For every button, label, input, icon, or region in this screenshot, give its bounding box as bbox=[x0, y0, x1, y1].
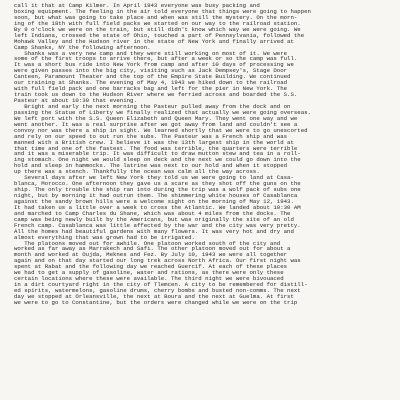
text-line: we had to get a supply of gasoline, water and rations, as there were only these bbox=[14, 269, 284, 277]
text-line: and it was a miserable trip. It was difficult to draw mutton stew and tea in a roll- bbox=[14, 150, 301, 158]
text-line: certain locations where these were available. The third night we were bivouaced bbox=[14, 275, 284, 283]
typed-text-body bbox=[14, 3, 389, 306]
text-line: boxing equipment. The feeling in the air told everyone that things were going to happen bbox=[14, 7, 311, 15]
text-line: and marched to Camp Charles du Shane, which was about 4 miles from the docks. The bbox=[14, 209, 291, 217]
text-line: against the sandy brown hills were a welcome sight on the morning of May 12, 1943. bbox=[14, 197, 294, 205]
text-line: and rely on our speed to out run the subs. The Pasteur was a French ship and was bbox=[14, 132, 288, 140]
text-line: in a dirt courtyard right in the city of Tlemcen. A city to be remembered for distill- bbox=[14, 281, 308, 289]
text-line: Mohawk Valley and the Hudson river in the state of New York and finally arrived at bbox=[14, 37, 294, 45]
text-line: ed spirits, watermelons, gasoline drums, cherry bombs and busted non-comms. The next bbox=[14, 287, 301, 294]
text-line: We left port with the S.S. Queen Elizabeth and Queen Mary. They went one way and we bbox=[14, 114, 298, 122]
text-line: soon, but what was going to take place and when was still the mystery. On the morn- bbox=[14, 13, 298, 21]
text-line: call it that at Camp Kilmer. In April 1943 everyone was busy packing and bbox=[14, 2, 260, 9]
text-line: day we stopped at Orleansville, the next at Boura and the next at Guelma. At first bbox=[14, 292, 294, 300]
text-line: almost everything that was grown had to be irrigated. bbox=[14, 233, 195, 241]
text-line: month and worked at Oujda, Meknes and Fez. By July 10, 1943 we were all together bbox=[14, 251, 288, 259]
text-line: our training at Shanks. The evening of May 4, 1943 we hiked down to the railroad bbox=[14, 79, 288, 87]
text-line: up there was a stench. Thankfully the ocean was calm all the way across. bbox=[14, 168, 260, 176]
text-line: left Indiana, crossed the state of Ohio, touched a part of Pennsylvania, followed the bbox=[14, 31, 305, 39]
text-line: night, but by morning it had outrun them. The shimmering white houses of Casablanca bbox=[14, 192, 298, 199]
text-line: with full field pack and one barracks bag and left for the pier in New York. The bbox=[14, 85, 288, 93]
text-line: hold and sleep in hammocks. The latrine was next to our hold and when it stopped bbox=[14, 162, 288, 170]
text-line: Several days after we left New York they told us we were going to land at Casa- bbox=[14, 174, 294, 182]
text-line: Canteen, Paramount Theater and the top of the Empire State Building. We continued bbox=[14, 73, 291, 81]
text-line: passing the Statue of Liberty we finally realized that actually we were going overseas. bbox=[14, 108, 311, 116]
text-line: that time and one of the fastest. The food was terrible, the quarters were terrible bbox=[14, 144, 298, 152]
text-line: It was a short bus ride into New York from camp and after 10 days of processing we bbox=[14, 61, 294, 69]
text-line: were given passes into the big city, visiting such as Jack Dempsey's, Stage Door bbox=[14, 67, 288, 75]
text-line: French camp. Casablanca was little affected by the war and the city was very pretty. bbox=[14, 221, 301, 229]
text-line: ing of the 18th with full field packs we started on our way to the railroad station. bbox=[14, 19, 301, 27]
text-line: The platoons moved out for awhile. One platoon worked south of the city and bbox=[14, 239, 281, 247]
text-line: we were to go to Constantine, but the orders were changed while we were on the trip bbox=[14, 298, 298, 306]
text-line: All the homes had beautiful gardens with many flowers. It was very hot and dry and bbox=[14, 227, 294, 235]
text-line: blanca, Morocco. One afternoon they gave us a scare as they shot off the guns on the bbox=[14, 180, 301, 188]
text-line: camp was being newly built by the Americans, but was originally the site of an old bbox=[14, 215, 294, 223]
text-line: went another. It was a real surprise after we got away from land and couldn't see a bbox=[14, 120, 298, 128]
text-line: Camp Shanks, NY the following afternoon. bbox=[14, 43, 151, 51]
text-line: ing stomach. One night we would sleep on deck and the next we could go down into the bbox=[14, 156, 301, 164]
text-line: spent at Rabat and the following day we reached Guercif. At each of these places bbox=[14, 263, 288, 271]
text-line: It had taken us a little over a week to cross the Atlantic. We landed about 10:30 AM bbox=[14, 203, 301, 211]
text-line: Shanks was a very new camp and they were still working on most of it. We were bbox=[14, 49, 288, 57]
text-line: convoy nor was there a ship in sight. We learned shortly that we were to go unescorted bbox=[14, 126, 308, 134]
text-line: some of the first troops to arrive there, but after a week or so the camp was full. bbox=[14, 55, 298, 63]
text-line: manned with a British crew. I believe it was the 13th largest ship in the world at bbox=[14, 138, 294, 146]
text-line: Pasteur at about 10:30 that evening. bbox=[14, 97, 137, 104]
text-line: again and on that day started our long trek across North Africa. Our first night was bbox=[14, 257, 301, 265]
text-line: Bright and early the next morning the Pasteur pulled away from the dock and on bbox=[14, 102, 291, 110]
text-line: ship. The only trouble the ship ran into during the trip was a wolf pack of subs one bbox=[14, 186, 301, 194]
text-line: train took us down to the Hudson River where we ferried across and boarded the S.S. bbox=[14, 91, 298, 99]
text-line: By 9 o'clock we were on the train, but still didn't know which way we were going. We bbox=[14, 25, 301, 33]
text-line: worked as far away as Marrakech and Safi. The other platoon moved out for about a bbox=[14, 245, 291, 253]
